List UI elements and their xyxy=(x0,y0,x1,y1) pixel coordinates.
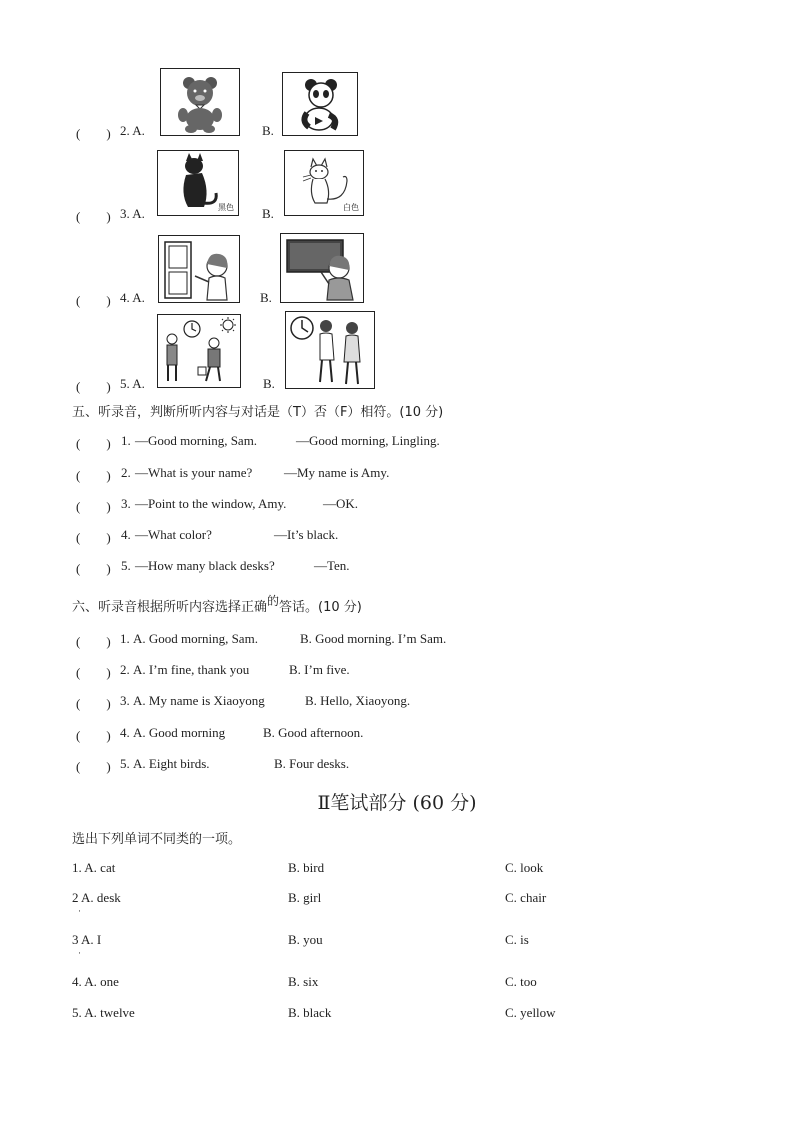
answer-bracket[interactable]: ( ) xyxy=(76,468,111,483)
option-a-label: 4. A. xyxy=(120,290,145,305)
option-a: A. Good morning, Sam. xyxy=(133,631,258,646)
item-number: 4. xyxy=(120,725,130,740)
item-number: 5. xyxy=(121,558,131,573)
heading-superscript: 的 xyxy=(267,594,280,608)
option-b-label: B. xyxy=(263,376,275,391)
list-marker-dot: · xyxy=(78,948,81,958)
dialogue-question: —Good morning, Sam. xyxy=(135,433,258,448)
item-number: 3. xyxy=(120,693,130,708)
panda-picture xyxy=(282,72,358,136)
answer-bracket[interactable]: ( ) xyxy=(76,126,111,141)
option-a: 1. A. cat xyxy=(72,860,116,875)
section-6-heading xyxy=(72,596,362,615)
option-b: B. black xyxy=(288,1005,332,1020)
option-a-label: 5. A. xyxy=(120,376,145,391)
morning-greeting-picture xyxy=(157,314,241,388)
answer-bracket[interactable]: ( ) xyxy=(76,728,111,743)
list-marker-dot: · xyxy=(78,906,81,916)
picture-caption: 白色 xyxy=(343,203,359,212)
dialogue-answer: —It’s black. xyxy=(274,527,339,542)
white-cat-picture xyxy=(284,150,364,216)
item-number: 2. xyxy=(120,662,130,677)
option-c: C. chair xyxy=(505,890,547,905)
item-number: 5. xyxy=(120,756,130,771)
option-c: C. too xyxy=(505,974,537,989)
answer-bracket[interactable]: ( ) xyxy=(76,530,111,545)
option-a: A. Good morning xyxy=(133,725,226,740)
option-b: B. girl xyxy=(288,890,322,905)
answer-bracket[interactable]: ( ) xyxy=(76,561,111,576)
part-2-instruction: 选出下列单词不同类的一项。 xyxy=(72,832,242,847)
option-a: A. Eight birds. xyxy=(133,756,210,771)
answer-bracket[interactable]: ( ) xyxy=(76,665,111,680)
option-b: B. Good afternoon. xyxy=(263,725,364,740)
option-b-label: B. xyxy=(262,206,274,221)
option-c: C. look xyxy=(505,860,544,875)
option-b-label: B. xyxy=(262,123,274,138)
option-b-label: B. xyxy=(260,290,272,305)
dialogue-answer: —Good morning, Lingling. xyxy=(296,433,440,448)
answer-bracket[interactable]: ( ) xyxy=(76,696,111,711)
option-a-label: 3. A. xyxy=(120,206,145,221)
answer-bracket[interactable]: ( ) xyxy=(76,293,111,308)
dialogue-question: —What color? xyxy=(135,527,212,542)
dialogue-question: —How many black desks? xyxy=(135,558,275,573)
item-number: 1. xyxy=(120,631,130,646)
option-a: A. I’m fine, thank you xyxy=(133,662,250,677)
item-number: 2. xyxy=(121,465,131,480)
answer-bracket[interactable]: ( ) xyxy=(76,634,111,649)
dialogue-question: —What is your name? xyxy=(135,465,253,480)
picture-caption: 黑色 xyxy=(218,203,234,212)
option-b: B. Four desks. xyxy=(274,756,350,771)
option-b: B. bird xyxy=(288,860,325,875)
blackboard-and-girl-picture xyxy=(280,233,364,303)
option-b: B. Good morning. I’m Sam. xyxy=(300,631,447,646)
dialogue-question: —Point to the window, Amy. xyxy=(135,496,287,511)
option-c: C. is xyxy=(505,932,529,947)
answer-bracket[interactable]: ( ) xyxy=(76,436,111,451)
heading-text: 答话。(10 分) xyxy=(279,600,362,615)
dialogue-answer: —Ten. xyxy=(314,558,350,573)
option-a: 5. A. twelve xyxy=(72,1005,135,1020)
option-a-label: 2. A. xyxy=(120,123,145,138)
option-b: B. Hello, Xiaoyong. xyxy=(305,693,411,708)
item-number: 3. xyxy=(121,496,131,511)
option-a: A. My name is Xiaoyong xyxy=(133,693,265,708)
option-a: 2 A. desk xyxy=(72,890,121,905)
option-a: 3 A. I xyxy=(72,932,102,947)
section-5-heading: 五、听录音，判断所听内容与对话是（T）否（F）相符。(10 分) xyxy=(72,405,444,420)
option-a: 4. A. one xyxy=(72,974,119,989)
option-c: C. yellow xyxy=(505,1005,556,1020)
answer-bracket[interactable]: ( ) xyxy=(76,499,111,514)
dialogue-answer: —My name is Amy. xyxy=(284,465,390,480)
door-and-girl-picture xyxy=(158,235,240,303)
part-2-title: Ⅱ笔试部分 (60 分) xyxy=(317,792,477,814)
option-b: B. I’m five. xyxy=(289,662,350,677)
item-number: 1. xyxy=(121,433,131,448)
afternoon-greeting-picture xyxy=(285,311,375,389)
option-b: B. you xyxy=(288,932,323,947)
teddy-bear-picture xyxy=(160,68,240,136)
answer-bracket[interactable]: ( ) xyxy=(76,379,111,394)
item-number: 4. xyxy=(121,527,131,542)
answer-bracket[interactable]: ( ) xyxy=(76,209,111,224)
black-cat-picture xyxy=(157,150,239,216)
dialogue-answer: —OK. xyxy=(323,496,359,511)
answer-bracket[interactable]: ( ) xyxy=(76,759,111,774)
heading-text: 六、听录音根据所听内容选择正确 xyxy=(72,600,268,615)
option-b: B. six xyxy=(288,974,319,989)
